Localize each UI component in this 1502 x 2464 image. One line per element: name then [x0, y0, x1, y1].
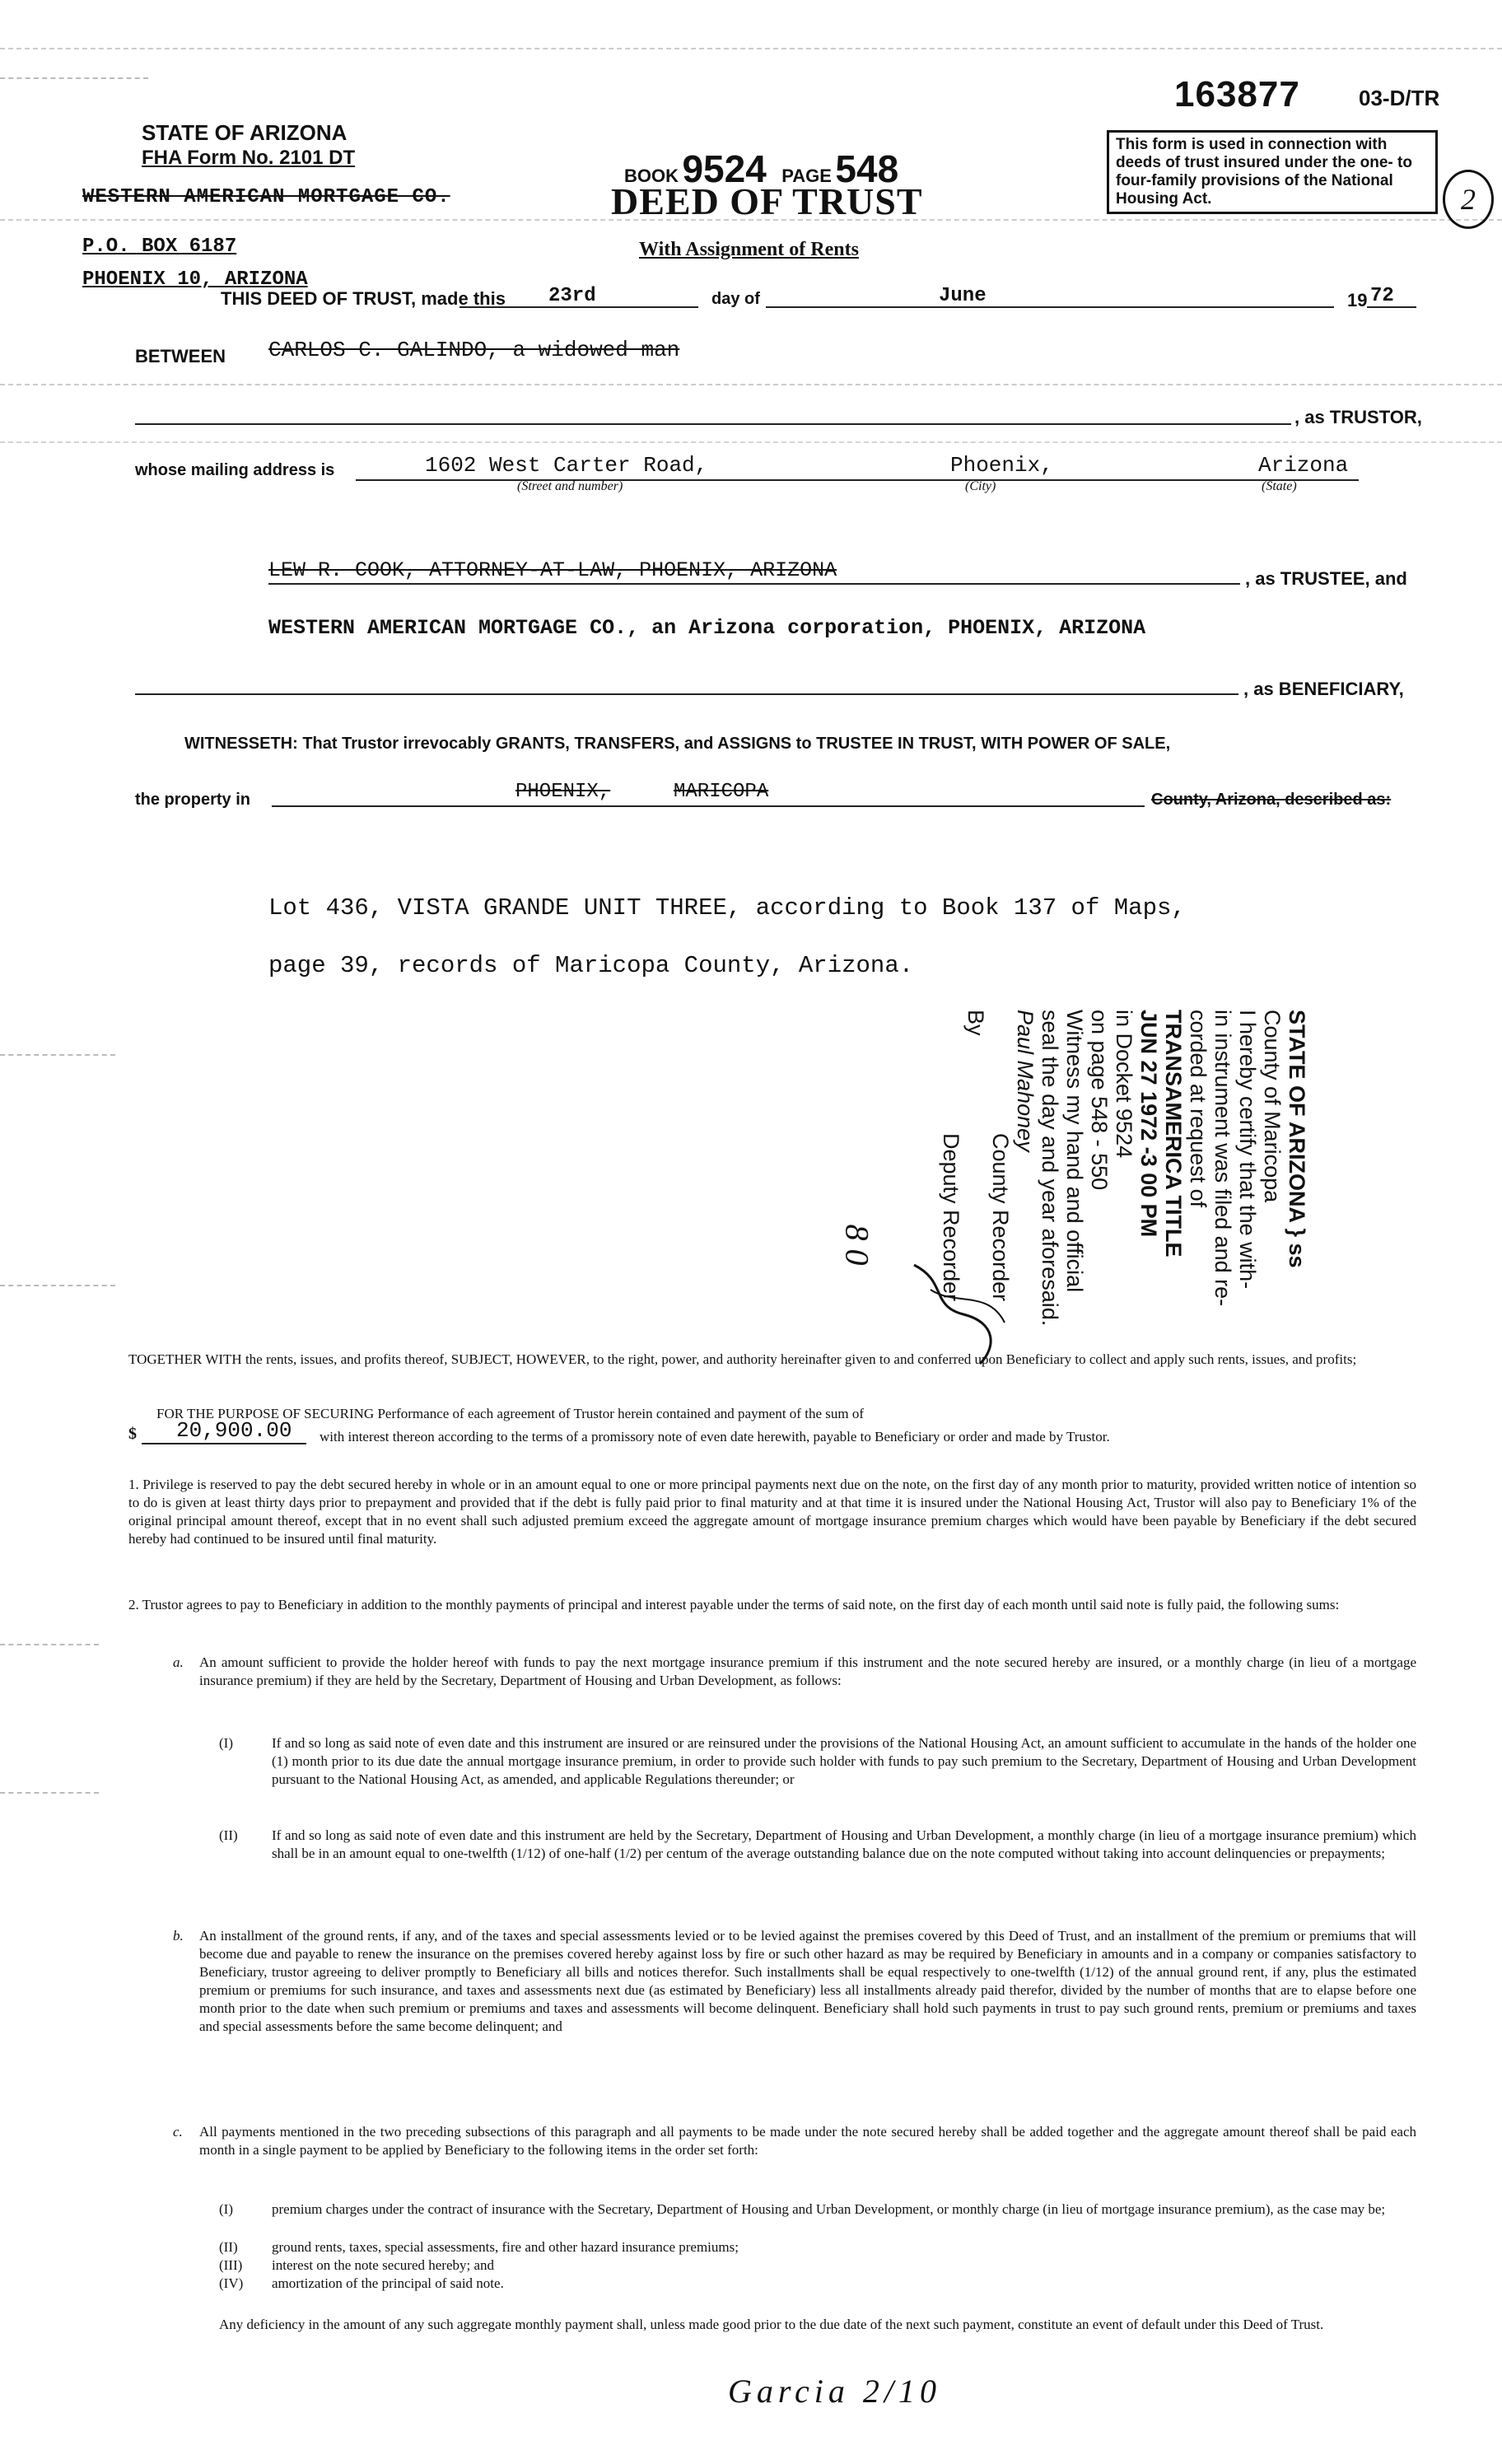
stamp-recorder-name: Paul Mahoney: [1013, 1010, 1038, 1152]
item-b-label: b.: [173, 1928, 184, 1944]
margin-numbers: 8 0: [838, 1224, 876, 1266]
property-county: MARICOPA: [674, 781, 769, 803]
stamp-certify-2: in instrument was filed and re-: [1210, 1010, 1235, 1307]
loan-amount: 20,900.00: [176, 1418, 292, 1443]
document-title: DEED OF TRUST: [611, 180, 923, 222]
trustor-underline: [135, 418, 1291, 425]
month-value: June: [939, 285, 987, 307]
legal-description-line-1: Lot 436, VISTA GRANDE UNIT THREE, according to Book 137 of Maps,: [268, 894, 1186, 922]
as-trustor-label: , as TRUSTOR,: [1294, 407, 1422, 427]
stamp-requestor: TRANSAMERICA TITLE: [1161, 1010, 1186, 1258]
day-value: 23rd: [548, 285, 596, 307]
recorder-stamp: [922, 1010, 1309, 1397]
document-subtitle: With Assignment of Rents: [639, 239, 859, 260]
property-in-label: the property in: [135, 791, 251, 809]
county-described-label: County, Arizona, described as:: [1151, 791, 1392, 809]
year-underline: [1367, 301, 1416, 308]
state-heading: STATE OF ARIZONA: [142, 120, 348, 145]
stamp-pages: on page 548 - 550: [1087, 1010, 1112, 1191]
item-a2-text: If and so long as said note of even date and this instrument are held by the Secretary, Department of Housing and Urban Development, a monthly charge (in lieu of a mortgage insurance premium) which shall be in an amount equal to one-twelfth (1/12) of one-half (1/2) per centum of the average outstanding balance due on the note computed without taking into account delinquencies or prepayments;: [272, 1827, 1416, 1861]
trustor-name: CARLOS C. GALINDO, a widowed man: [268, 338, 680, 362]
stamp-deputy-recorder: Deputy Recorder: [939, 1133, 963, 1302]
city-caption: (City): [965, 479, 996, 493]
as-trustee-label: , as TRUSTEE, and: [1245, 568, 1407, 589]
mailing-address-label: whose mailing address is: [135, 461, 335, 479]
item-a2-label: (II): [219, 1827, 238, 1843]
item-c2-label: (II): [219, 2239, 238, 2255]
item-b-text: An installment of the ground rents, if any, and of the taxes and special assessments levied or to be levied against the premises covered by this Deed of Trust, and an installment of the premium or premiums that will become due and payable to renew the insurance on the premises covered hereby against loss by fire or such other hazard as may be required by Beneficiary in amounts and in a company or companies satisfactory to Beneficiary, trustor agreeing to deliver promptly to Beneficiary all bills and notices therefor. Such installments shall be equal respectively to one-twelfth (1/12) of the annual ground rent, if any, plus the estimated premium or premiums for such insurance, and taxes and assessments next due (as estimated by Beneficiary) less all installments already paid therefor, divided by the number of months that are to elapse before one month prior to the date when such premium or premiums and taxes and assessments will become delinquent. Beneficiary shall hold such payments in trust to pay such ground rents, premium or premiums and taxes and special assessments before the same become delinquent; and: [199, 1928, 1416, 2034]
fha-form-number: FHA Form No. 2101 DT: [142, 147, 356, 169]
beneficiary-underline: [135, 690, 1238, 695]
day-of-label: day of: [711, 290, 760, 308]
deficiency-clause: Any deficiency in the amount of any such aggregate monthly payment shall, unless made good prior to the due date of the next such payment, constitute an event of default under this Deed of Trust.: [219, 2317, 1324, 2332]
scan-artifact: [0, 1054, 115, 1057]
paragraph-2-monthly-payments: 2. Trustor agrees to pay to Beneficiary in addition to the monthly payments of principal and interest payable under the terms of said note, on the first day of each month until said note is fully paid, the following sums:: [128, 1597, 1340, 1612]
stamp-certify-1: I hereby certify that the with-: [1235, 1010, 1260, 1290]
scan-artifact: [0, 77, 148, 80]
stamp-county-recorder: County Recorder: [988, 1133, 1013, 1302]
stamp-by: By: [963, 1010, 988, 1036]
document-code: 03-D/TR: [1359, 86, 1440, 110]
scan-artifact: [0, 48, 1502, 50]
together-with-clause: TOGETHER WITH the rents, issues, and profits thereof, SUBJECT, HOWEVER, to the right, power, and authority hereinafter given to and conferred upon Beneficiary to collect and apply such rents, issues, and profits;: [128, 1351, 1357, 1367]
property-city: PHOENIX,: [515, 781, 611, 803]
scan-artifact: [0, 384, 1502, 386]
legal-description-line-2: page 39, records of Maricopa County, Arizona.: [268, 952, 914, 979]
item-c4-label: (IV): [219, 2275, 244, 2291]
stamp-seal: seal the day and year aforesaid.: [1038, 1010, 1062, 1327]
amount-underline: [142, 1440, 306, 1444]
return-to-name: WESTERN AMERICAN MORTGAGE CO.: [82, 186, 450, 208]
trustee-underline: [268, 580, 1240, 585]
item-c3-text: interest on the note secured hereby; and: [272, 2257, 495, 2273]
page-number: 548: [835, 147, 899, 190]
circled-page-mark: 2: [1443, 170, 1494, 229]
trustee-name: LEW R. COOK, ATTORNEY-AT-LAW, PHOENIX, ARIZONA: [268, 558, 837, 582]
page-label: PAGE: [781, 166, 832, 186]
fha-notice-box: This form is used in connection with deeds of trust insured under the one- to four-family provisions of the National Housing Act.: [1107, 130, 1438, 214]
stamp-docket: in Docket 9524: [1112, 1010, 1136, 1159]
footer-handwritten-mark: Garcia 2/10: [728, 2373, 941, 2410]
document-number: 163877: [1174, 74, 1300, 114]
item-c-text: All payments mentioned in the two preceding subsections of this paragraph and all payments to be made under the note secured hereby shall be added together and the aggregate amount thereof shall be paid each month in a single payment to be applied by Beneficiary to the following items in the order set forth:: [199, 2124, 1416, 2158]
between-label: BETWEEN: [135, 346, 226, 366]
purpose-clause: FOR THE PURPOSE OF SECURING Performance of each agreement of Trustor herein contained and payment of the sum of: [156, 1406, 864, 1421]
book-number: 9524: [682, 147, 767, 190]
scan-artifact: [0, 1285, 115, 1287]
month-underline: [766, 301, 1334, 308]
return-to-box: P.O. BOX 6187: [82, 236, 237, 258]
currency-symbol: $: [128, 1425, 137, 1443]
paragraph-1-prepayment: 1. Privilege is reserved to pay the debt secured hereby in whole or in an amount equal to one or more principal payments next due on the note, on the first day of any month prior to maturity, provided written notice of intention so to do is given at least thirty days prior to prepayment and provided that if the debt is fully paid prior to final maturity and at that time it is insured under the National Housing Act, Trustor will also pay to Beneficiary 1% of the original principal amount thereof, except that in no event shall such adjusted premium exceed the aggregate amount of mortgage insurance premium charges which would have been payable by Beneficiary if the debt secured hereby had continued to be insured until final maturity.: [128, 1477, 1416, 1547]
item-c3-label: (III): [219, 2257, 243, 2273]
item-c-label: c.: [173, 2124, 183, 2140]
year-prefix: 19: [1347, 290, 1368, 310]
state-caption: (State): [1262, 479, 1297, 493]
state-value: Arizona: [1258, 453, 1349, 478]
stamp-request-of: corded at request of: [1186, 1010, 1210, 1208]
item-a1-label: (I): [219, 1735, 233, 1751]
made-this-label: THIS DEED OF TRUST, made this: [221, 288, 506, 309]
witnesseth-clause: WITNESSETH: That Trustor irrevocably GRANTS, TRANSFERS, and ASSIGNS to TRUSTEE IN TRUST, WITH POWER OF SALE,: [184, 735, 1171, 753]
item-c4-text: amortization of the principal of said note.: [272, 2275, 504, 2291]
item-c2-text: ground rents, taxes, special assessments, fire and other hazard insurance premiums;: [272, 2239, 739, 2255]
return-to-city: PHOENIX 10, ARIZONA: [82, 268, 308, 291]
item-a-text: An amount sufficient to provide the holder hereof with funds to pay the next mortgage insurance premium if this instrument and the note secured hereby are insured, or a monthly charge (in lieu of a mortgage insurance premium) if they are held by the Secretary, Department of Housing and Urban Development, as follows:: [199, 1654, 1416, 1688]
purpose-continuation: with interest thereon according to the terms of a promissory note of even date herewith, payable to Beneficiary or order and made by Trustor.: [320, 1429, 1110, 1444]
book-label: BOOK: [624, 166, 679, 186]
stamp-state: STATE OF ARIZONA } ss: [1285, 1010, 1309, 1268]
stamp-county: County of Maricopa: [1260, 1010, 1285, 1203]
as-beneficiary-label: , as BENEFICIARY,: [1243, 679, 1404, 699]
item-c1-text: premium charges under the contract of insurance with the Secretary, Department of Housing and Urban Development, or monthly charge (in lieu of mortgage insurance premium), as the case may be;: [272, 2201, 1386, 2217]
scan-artifact: [0, 1644, 99, 1646]
year-value: 72: [1370, 285, 1394, 307]
street-caption: (Street and number): [517, 479, 623, 493]
city-value: Phoenix,: [950, 453, 1053, 478]
item-a1-text: If and so long as said note of even date and this instrument are insured or are reinsured under the provisions of the National Housing Act, an amount sufficient to accumulate in the hands of the holder one (1) month prior to its due date the annual mortgage insurance premium, in order to provide such holder with funds to pay such premium to the Secretary, Department of Housing and Urban Development pursuant to the National Housing Act, as amended, and applicable Regulations thereunder; or: [272, 1735, 1416, 1787]
beneficiary-name: WESTERN AMERICAN MORTGAGE CO., an Arizona corporation, PHOENIX, ARIZONA: [268, 616, 1146, 640]
scan-artifact: [0, 1792, 99, 1794]
street-value: 1602 West Carter Road,: [425, 453, 708, 478]
item-c1-label: (I): [219, 2201, 233, 2217]
stamp-recorded-date: JUN 27 1972 -3 00 PM: [1136, 1010, 1161, 1238]
stamp-witness: Witness my hand and official: [1062, 1010, 1087, 1293]
item-a-label: a.: [173, 1654, 184, 1670]
scan-artifact: [0, 441, 1502, 444]
